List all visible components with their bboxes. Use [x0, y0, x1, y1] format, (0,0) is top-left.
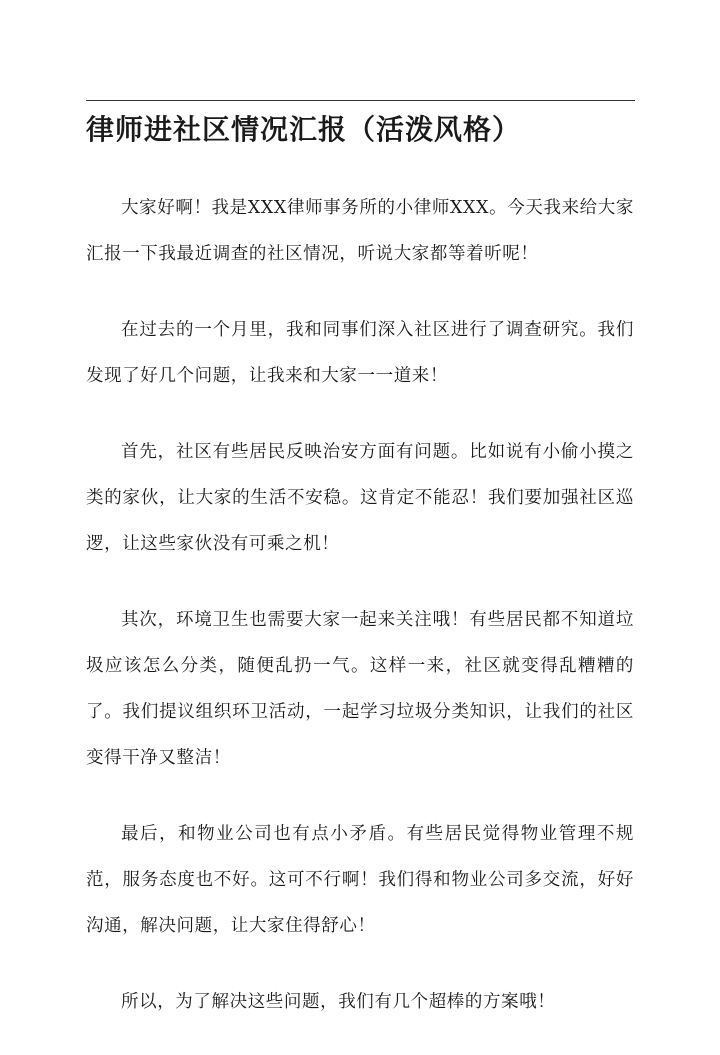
document-title: 律师进社区情况汇报（活泼风格） [86, 113, 522, 146]
paragraph-greeting: 大家好啊！我是XXX律师事务所的小律师XXX。今天我来给大家汇报一下我最近调查的社区情况，听说大家都等着听呢！ [86, 198, 634, 264]
document-body [86, 185, 634, 1055]
paragraph-conclusion: 所以，为了解决这些问题，我们有几个超棒的方案哦！ [121, 992, 556, 1012]
paragraph-security: 首先，社区有些居民反映治安方面有问题。比如说有小偷小摸之类的家伙，让大家的生活不安稳。这肯定不能忍！我们要加强社区巡逻，让这些家伙没有可乘之机！ [86, 442, 634, 554]
paragraph-property: 最后，和物业公司也有点小矛盾。有些居民觉得物业管理不规范，服务态度也不好。这可不行啊！我们得和物业公司多交流，好好沟通，解决问题，让大家住得舒心！ [86, 824, 634, 936]
paragraph-sanitation: 其次，环境卫生也需要大家一起来关注哦！有些居民都不知道垃圾应该怎么分类，随便乱扔一气。这样一来，社区就变得乱糟糟的了。我们提议组织环卫活动，一起学习垃圾分类知识，让我们的社区变得干净又整洁！ [86, 610, 634, 768]
header-rule [86, 100, 635, 101]
paragraph-investigation: 在过去的一个月里，我和同事们深入社区进行了调查研究。我们发现了好几个问题，让我来和大家一一道来！ [86, 320, 634, 386]
